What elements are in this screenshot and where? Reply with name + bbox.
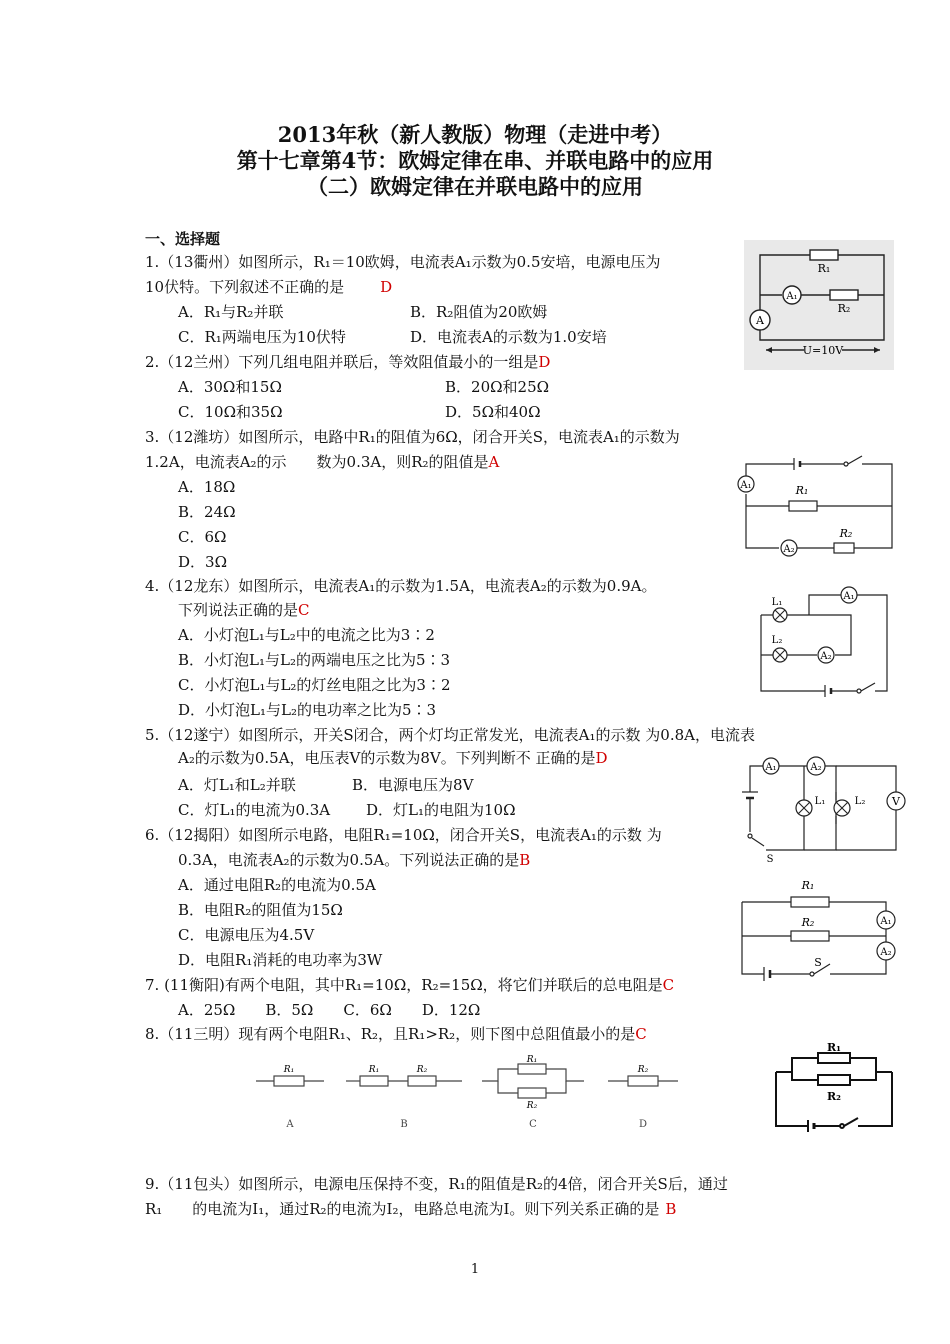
q3-fig-a2: A₂ <box>783 544 795 555</box>
q5-fig-l2: L₂ <box>854 796 866 807</box>
q5-fig-a1: A₁ <box>765 762 777 773</box>
q2-stem: 2.（12兰州）下列几组电阻并联后，等效阻值最小的一组是D <box>145 353 551 371</box>
q1-stem-2: 10伏特。下列叙述不正确的是 D <box>145 278 393 296</box>
q6-fig-a2: A₂ <box>880 947 892 958</box>
q8-c-r2: R₂ <box>526 1101 538 1111</box>
title-line-3: （二）欧姆定律在并联电路中的应用 <box>307 174 643 199</box>
q3-option-a: A．18Ω <box>178 478 236 496</box>
q3-fig-r1: R₁ <box>795 484 809 497</box>
q7-options: A．25Ω B．5Ω C．6Ω D．12Ω <box>178 1001 481 1019</box>
q4-option-a: A．小灯泡L₁与L₂中的电流之比为3∶2 <box>178 626 435 644</box>
title-line-2: 第十七章第4节：欧姆定律在串、并联电路中的应用 <box>236 148 714 173</box>
q2-answer: D <box>538 353 551 371</box>
q5-circuit-figure <box>736 752 906 864</box>
q6-fig-a1: A₁ <box>880 916 892 927</box>
q5-fig-l1: L₁ <box>814 796 826 807</box>
q1-fig-voltage: U=10V <box>802 344 844 357</box>
q8-d-r2: R₂ <box>637 1065 649 1075</box>
q1-answer: D <box>380 278 393 296</box>
q3-option-c: C．6Ω <box>178 528 227 546</box>
q5-option-a: A．灯L₁和L₂并联 <box>178 776 296 794</box>
q4-option-c: C．小灯泡L₁与L₂的灯丝电阻之比为3∶2 <box>178 676 451 694</box>
q4-option-d: D．小灯泡L₁与L₂的电功率之比为5∶3 <box>178 701 437 719</box>
q3-stem-1: 3.（12潍坊）如图所示，电路中R₁的阻值为6Ω，闭合开关S，电流表A₁的示数为 <box>145 428 680 446</box>
q2-option-d: D．5Ω和40Ω <box>445 403 541 421</box>
q5-option-c: C．灯L₁的电流为0.3A <box>178 801 331 819</box>
q8-b-r2: R₂ <box>416 1065 428 1075</box>
q5-option-d: D．灯L₁的电阻为10Ω <box>366 801 516 819</box>
q3-option-b: B．24Ω <box>178 503 236 521</box>
q4-fig-a1: A₁ <box>843 591 855 602</box>
q6-option-b: B．电阻R₂的阻值为15Ω <box>178 901 343 919</box>
q1-fig-r2: R₂ <box>837 302 851 315</box>
q7-answer: C <box>662 976 675 994</box>
q8-stem: 8.（11三明）现有两个电阻R₁、R₂，且R₁>R₂，则下图中总阻值最小的是C <box>145 1025 647 1043</box>
q8-label-c: C <box>529 1119 537 1130</box>
q8-options-figure <box>248 1055 688 1135</box>
q5-stem-1: 5.（12遂宁）如图所示，开关S闭合，两个灯均正常发光，电流表A₁的示数 为0.8A，电流表 <box>145 726 755 744</box>
q1-circuit-figure <box>744 240 894 370</box>
q9-fig-r2: R₂ <box>827 1090 841 1103</box>
q6-fig-r1: R₁ <box>801 879 815 892</box>
q6-stem-2: 0.3A，电流表A₂的示数为0.5A。下列说法正确的是B <box>178 851 531 869</box>
q6-option-c: C．电源电压为4.5V <box>178 926 315 944</box>
q8-label-d: D <box>638 1119 648 1130</box>
q4-circuit-figure <box>757 585 892 697</box>
q6-option-d: D．电阻R₁消耗的电功率为3W <box>178 951 383 969</box>
q6-circuit-figure <box>736 874 902 984</box>
q6-stem-1: 6.（12揭阳）如图所示电路，电阻R₁=10Ω，闭合开关S，电流表A₁的示数 为 <box>145 826 662 844</box>
q4-stem-1: 4.（12龙东）如图所示，电流表A₁的示数为1.5A，电流表A₂的示数为0.9A。 <box>145 577 657 595</box>
page-number: 1 <box>470 1262 480 1277</box>
q8-c-r1: R₁ <box>526 1055 538 1065</box>
q6-answer: B <box>519 851 531 869</box>
q6-fig-s: S <box>814 956 822 969</box>
q1-option-a: A．R₁与R₂并联 <box>178 303 284 321</box>
q8-b-r1: R₁ <box>368 1065 380 1075</box>
q3-fig-a1: A₁ <box>740 480 752 491</box>
q8-a-r1: R₁ <box>283 1065 295 1075</box>
q1-fig-r1: R₁ <box>817 262 831 275</box>
section-heading: 一、选择题 <box>145 230 221 248</box>
q6-fig-r2: R₂ <box>801 916 815 929</box>
q3-option-d: D．3Ω <box>178 553 228 571</box>
q8-answer: C <box>635 1025 647 1043</box>
q2-option-a: A．30Ω和15Ω <box>178 378 282 396</box>
q4-fig-l1: L₁ <box>771 597 783 608</box>
q4-stem-2: 下列说法正确的是C <box>178 601 310 619</box>
q4-option-b: B．小灯泡L₁与L₂的两端电压之比为5∶3 <box>178 651 451 669</box>
title-line-1: 2013年秋（新人教版）物理（走进中考） <box>277 122 673 147</box>
q6-option-a: A．通过电阻R₂的电流为0.5A <box>178 876 376 894</box>
q8-label-a: A <box>286 1119 294 1130</box>
q5-fig-s: S <box>766 854 774 864</box>
q9-circuit-figure <box>770 1040 900 1136</box>
q1-stem-1: 1.（13衢州）如图所示，R₁＝10欧姆，电流表A₁示数为0.5安培，电源电压为 <box>145 253 661 271</box>
q9-answer: B <box>665 1200 677 1218</box>
q8-label-b: B <box>400 1119 408 1130</box>
q3-answer: A <box>488 453 500 471</box>
q4-fig-l2: L₂ <box>771 635 783 646</box>
q4-answer: C <box>298 601 310 619</box>
q1-option-d: D．电流表A的示数为1.0安培 <box>410 328 607 346</box>
q9-stem-1: 9.（11包头）如图所示，电源电压保持不变，R₁的阻值是R₂的4倍，闭合开关S后，通过 <box>145 1175 728 1193</box>
q1-option-c: C．R₁两端电压为10伏特 <box>178 328 346 346</box>
q9-fig-r1: R₁ <box>827 1041 841 1054</box>
q5-answer: D <box>595 749 608 767</box>
q5-stem-2: A₂的示数为0.5A，电压表V的示数为8V。下列判断不 正确的是D <box>178 749 608 767</box>
q2-option-b: B．20Ω和25Ω <box>445 378 550 396</box>
q1-option-b: B．R₂阻值为20欧姆 <box>410 303 548 321</box>
q3-stem-2: 1.2A，电流表A₂的示 数为0.3A，则R₂的阻值是A <box>145 453 500 471</box>
q4-fig-a2: A₂ <box>820 651 832 662</box>
q2-option-c: C．10Ω和35Ω <box>178 403 283 421</box>
q3-fig-r2: R₂ <box>839 527 853 540</box>
q5-fig-v: V <box>892 795 900 808</box>
q7-stem: 7. (11衡阳)有两个电阻，其中R₁=10Ω，R₂=15Ω，将它们并联后的总电阻是C <box>145 976 675 994</box>
q5-option-b: B．电源电压为8V <box>352 776 474 794</box>
q1-fig-a1: A₁ <box>786 291 798 302</box>
q9-stem-2: R₁ 的电流为I₁，通过R₂的电流为I₂，电路总电流为I。则下列关系正确的是 B <box>145 1200 677 1218</box>
q1-fig-a: A <box>756 314 764 327</box>
q5-fig-a2: A₂ <box>810 762 822 773</box>
q3-circuit-figure <box>734 452 896 560</box>
